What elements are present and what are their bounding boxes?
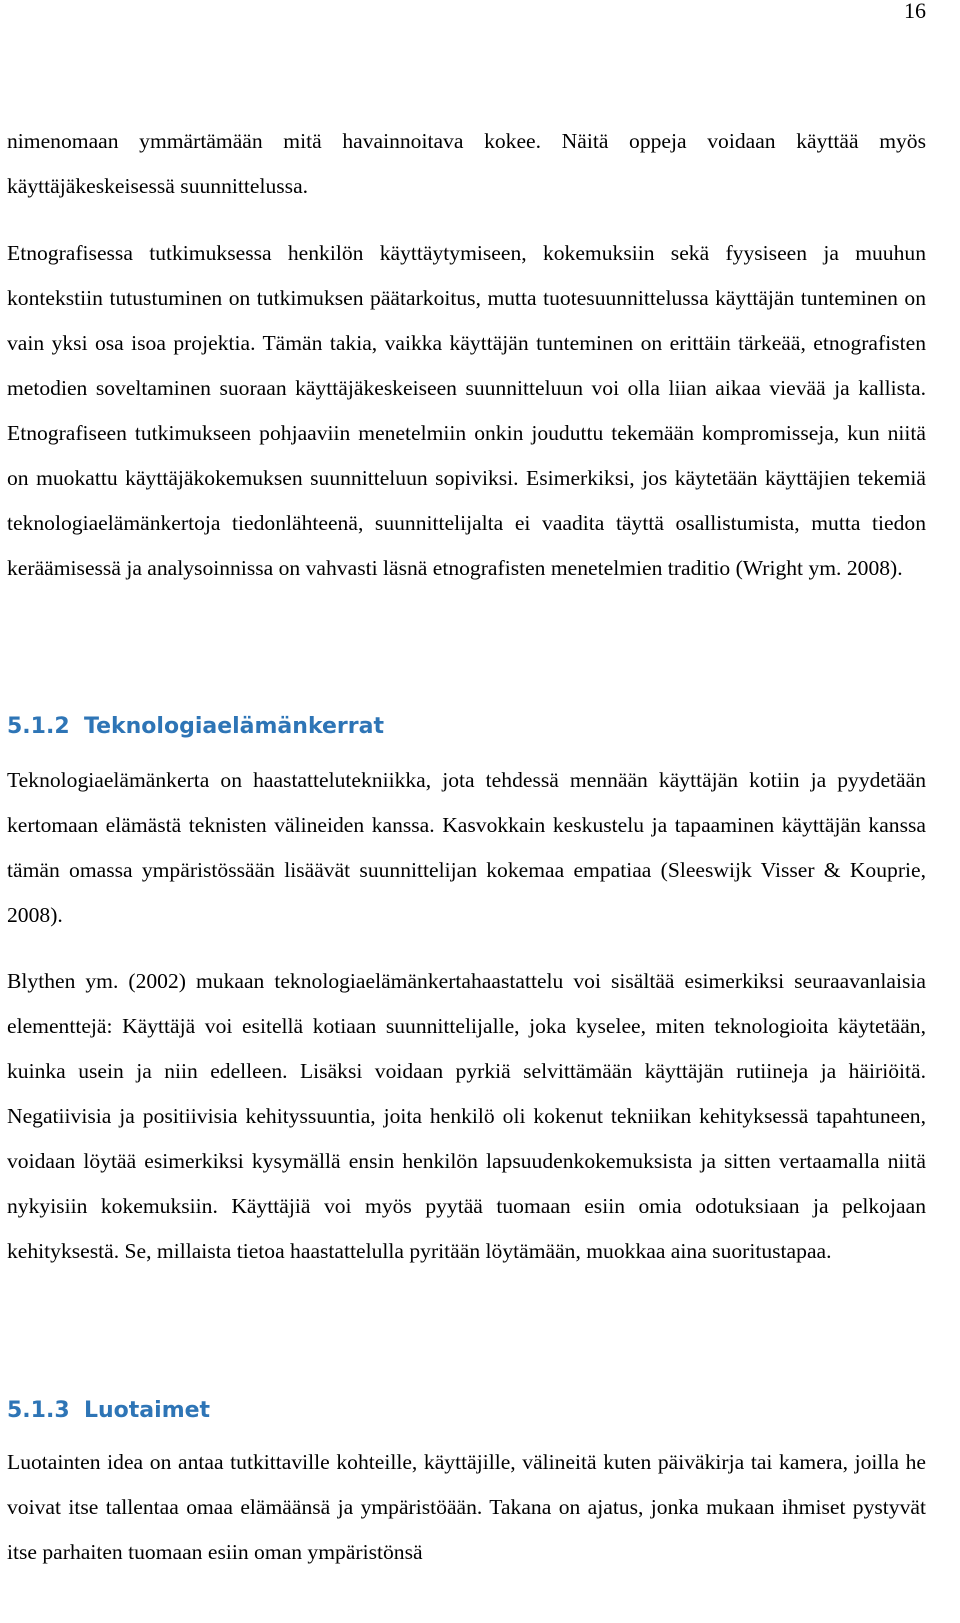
paragraph-technology-biography-definition: Teknologiaelämänkerta on haastattelutekniikka, jota tehdessä mennään käyttäjän kotiin ja pyydetään kertomaan elämästä teknisten välineiden kanssa. Kasvokkain keskustelu ja tapaaminen käyttäjän kanssa tämän omassa ympäristössään lisäävät suunnittelijan kokemaa empatiaa (Sleeswijk Visser & Kouprie, 2008). bbox=[7, 768, 926, 927]
section-title: Teknologiaelämänkerrat bbox=[84, 714, 384, 739]
section-number: 5.1.3 bbox=[7, 1398, 70, 1423]
section-heading-technology-biographies bbox=[7, 712, 384, 742]
section-number: 5.1.2 bbox=[7, 714, 70, 739]
page-number: 16 bbox=[904, 0, 926, 23]
paragraph-probes-idea: Luotainten idea on antaa tutkittaville kohteille, käyttäjille, välineitä kuten päiväkirja tai kamera, joilla he voivat itse tallentaa omaa elämäänsä ja ympäristöään. Takana on ajatus, jonka mukaan ihmiset pystyvät itse parhaiten tuomaan esiin oman ympäristönsä bbox=[7, 1450, 926, 1564]
section-title: Luotaimet bbox=[84, 1398, 211, 1423]
section-heading-probes bbox=[7, 1396, 210, 1426]
paragraph-ethnography: Etnografisessa tutkimuksessa henkilön käyttäytymiseen, kokemuksiin sekä fyysiseen ja muuhun kontekstiin tutustuminen on tutkimuksen päätarkoitus, mutta tuotesuunnittelussa käyttäjän tunteminen on vain yksi osa isoa projektia. Tämän takia, vaikka käyttäjän tunteminen on erittäin tärkeää, etnografisten metodien soveltaminen suoraan käyttäjäkeskeiseen suunnitteluun voi olla liian aikaa vievää ja kallista. Etnografiseen tutkimukseen pohjaaviin menetelmiin onkin jouduttu tekemään kompromisseja, kun niitä on muokattu käyttäjäkokemuksen suunnitteluun sopiviksi. Esimerkiksi, jos käytetään käyttäjien tekemiä teknologiaelämänkertoja tiedonlähteenä, suunnittelijalta ei vaadita täyttä osallistumista, mutta tiedon keräämisessä ja analysoinnissa on vahvasti läsnä etnografisten menetelmien traditio (Wright ym. 2008). bbox=[7, 241, 926, 580]
paragraph-blythe-interview: Blythen ym. (2002) mukaan teknologiaelämänkertahaastattelu voi sisältää esimerkiksi seuraavanlaisia elementtejä: Käyttäjä voi esitellä kotiaan suunnittelijalle, joka kyselee, miten teknologioita käytetään, kuinka usein ja niin edelleen. Lisäksi voidaan pyrkiä selvittämään käyttäjän rutiineja ja häiriöitä. Negatiivisia ja positiivisia kehityssuuntia, joita henkilö oli kokenut tekniikan kehityksessä tapahtuneen, voidaan löytää esimerkiksi kysymällä ensin henkilön lapsuudenkokemuksista ja sitten vertaamalla niitä nykyisiin kokemuksiin. Käyttäjiä voi myös pyytää tuomaan esiin omia odotuksiaan ja pelkojaan kehityksestä. Se, millaista tietoa haastattelulla pyritään löytämään, muokkaa aina suoritustapaa. bbox=[7, 969, 926, 1263]
paragraph-intro-continuation: nimenomaan ymmärtämään mitä havainnoitava kokee. Näitä oppeja voidaan käyttää myös käyttäjäkeskeisessä suunnittelussa. bbox=[7, 129, 926, 198]
